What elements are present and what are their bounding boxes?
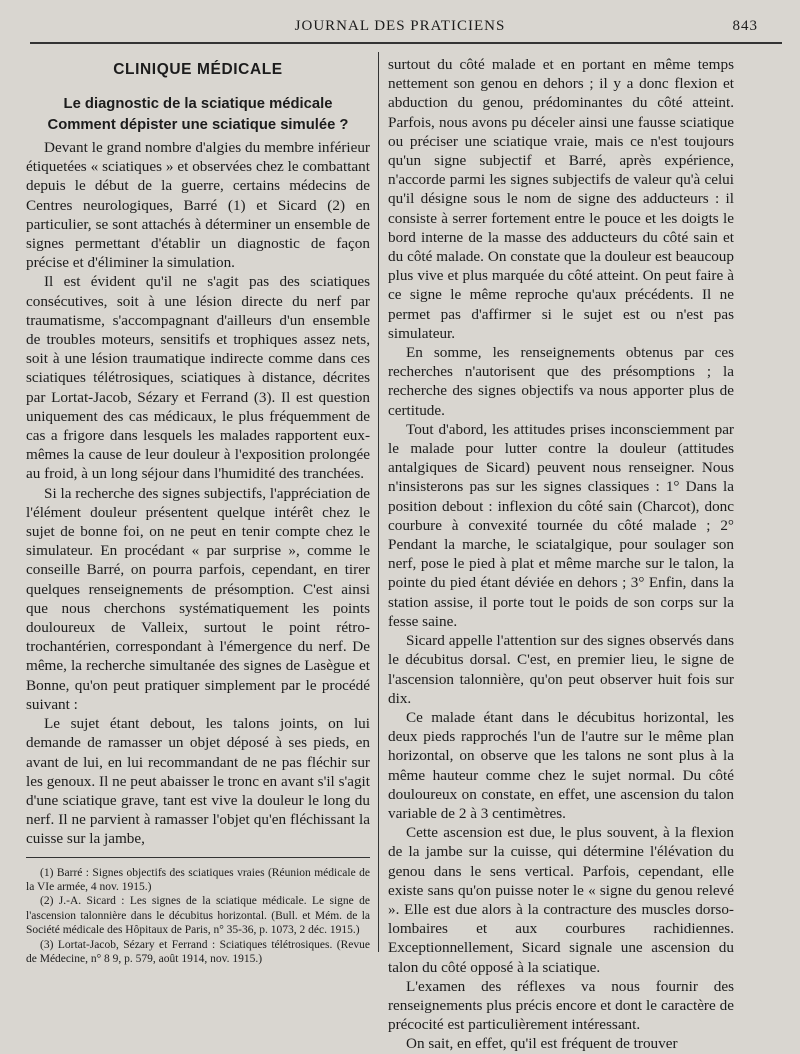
header-rule: [30, 42, 782, 44]
journal-title: JOURNAL DES PRATICIENS: [294, 18, 506, 34]
footnote: (3) Lortat-Jacob, Sézary et Ferrand : Sciatiques télétrosiques. (Revue de Médecine, n° 8 9, p. 579, août 1914, nov. 1915.): [26, 938, 370, 965]
paragraph: Devant le grand nombre d'algies du membre inférieur étiquetées « sciatiques » et observées chez le combattant depuis le début de la guerre, certains médecins de Centres neurologiques, Barré (1) et Sicard (2) en particulier, se sont attachés à déterminer un ensemble de signes permettant d'établir un diagnostic de façon précise et d'éliminer la simulation.: [26, 139, 370, 272]
paragraph: On sait, en effet, qu'il est fréquent de trouver: [406, 1035, 678, 1053]
paragraph: L'examen des réflexes va nous fournir des renseignements plus précis encore et dont le caractère de précocité est particulièrement intéressant.: [388, 977, 734, 1034]
right-column: [388, 55, 734, 1054]
column-divider: [378, 52, 379, 952]
paragraph: Cette ascension est due, le plus souvent, à la flexion de la jambe sur la cuisse, qui détermine l'élévation du genou dans le sens vertical. Parfois, cependant, elle existe sans qu'on puisse noter le « signe du genou relevé ». Elle est due alors à la contracture des muscles dorso-lombaires et aux courbures rachidiennes. Exceptionnellement, Sicard signale une ascension du talon du côté opposé à la sciatique.: [388, 824, 734, 976]
paragraph: Sicard appelle l'attention sur des signes observés dans le décubitus dorsal. C'est, en premier lieu, le signe de l'ascension talonnière, qu'on peut observer huit fois sur dix.: [388, 632, 734, 707]
paragraph: Le sujet étant debout, les talons joints, on lui demande de ramasser un objet déposé à ses pieds, en avant de lui, en lui recommandant de ne pas fléchir sur les genoux. Il ne peut abaisser le tronc en avant s'il s'agit d'une sciatique grave, tant est vive la douleur le long du nerf. Il ne parvient à ramasser l'objet qu'en fléchissant la cuisse sur la jambe,: [26, 715, 370, 848]
footnote-rule: [26, 857, 370, 858]
section-rubric: CLINIQUE MÉDICALE: [113, 61, 283, 78]
paragraph: En somme, les renseignements obtenus par ces recherches n'autorisent que des présomptions ; la recherche des signes objectifs va nous apporter plus de certitude.: [388, 344, 734, 419]
paragraph: Il est évident qu'il ne s'agit pas des sciatiques consécutives, soit à une lésion directe du nerf par traumatisme, s'accompagnant d'ailleurs d'un ensemble de troubles moteurs, sensitifs et trophiques assez nets, soit à une lésion traumatique indirecte comme dans ces sciatiques télétrosiques, sciatiques à distance, décrites par Lortat-Jacob, Sézary et Ferrand (3). Il est question uniquement des cas médicaux, le plus fréquemment de cas a frigore dans lesquels les malades rapportent eux-mêmes la cause de leur douleur à l'exposition prolongée au froid, à un long séjour dans l'humidité des tranchées.: [26, 273, 370, 483]
paragraph: surtout du côté malade et en portant en même temps nettement son genou en dehors ; il y a donc flexion et abduction du genou, prédominantes du côté atteint. Parfois, nous avons pu déceler ainsi une fausse sciatique ou préciser une sciatique vraie, mais ce n'est toujours qu'un signe subjectif et Barré, après expérience, n'accorde parmi les signes subjectifs de valeur qu'à celui qu'il désigne sous le nom de signe des adducteurs : il consiste à serrer fortement entre le pouce et les doigts le bord interne de la masse des adducteurs du côté sain et du côté malade. On constate que la douleur est beaucoup plus vive et plus marquée du côté atteint. On peut faire à ce signe le même reproche qu'aux précédents. Il ne permet pas d'affirmer si le sujet est ou n'est pas simulateur.: [388, 56, 734, 342]
page-number: 843: [732, 18, 758, 34]
paragraph: Si la recherche des signes subjectifs, l'appréciation de l'élément douleur présentent quelque intérêt chez le sujet de bonne foi, on ne peut en tenir compte chez le simulateur. En procédant « par surprise », comme le conseille Barré, on pourra parfois, cependant, en tirer quelques renseignements de présomption. C'est ainsi que nous cherchons systématiquement les points douloureux de Valleix, surtout le point rétro-trochantérien, correspondant à l'émergence du nerf. De même, la recherche simultanée des signes de Lasègue et Bonne, qu'on peut pratiquer simplement par le procédé suivant :: [26, 484, 370, 713]
running-head: [30, 18, 770, 40]
paragraph: Ce malade étant dans le décubitus horizontal, les deux pieds rapprochés l'un de l'autre sur le même plan horizontal, on observe que les talons ne sont plus à la même hauteur comme chez le sujet normal. Du côté douloureux on constate, en effet, une ascension du talon variable de 2 à 3 centimètres.: [388, 708, 734, 822]
left-column: [26, 55, 370, 966]
footnote: (2) J.-A. Sicard : Les signes de la sciatique médicale. Le signe de l'ascension talonnière dans le décubitus horizontal. (Bull. et Mém. de la Société médicale des Hôpitaux de Paris, n° 35-36, p. 1073, 2 déc. 1915.): [26, 895, 370, 937]
paragraph: Tout d'abord, les attitudes prises inconsciemment par le malade pour lutter contre la douleur (attitudes antalgiques de Sicard) peuvent nous renseigner. Nous n'insisterons pas sur les signes classiques : 1° Dans la position debout : inflexion du côté sain (Charcot), donc courbure à convexité tournée du côté malade ; 2° Pendant la marche, le sciatalgique, pour soulager son nerf, pose le pied à plat et même marche sur le talon, la pointe du pied étant déviée en dehors ; 3° Enfin, dans la station assise, il porte tout le poids de son corps sur la fesse saine.: [388, 420, 734, 630]
footnote: (1) Barré : Signes objectifs des sciatiques vraies (Réunion médicale de la VIe armée, 4 nov. 1915.): [26, 866, 370, 893]
article-title-line-2: Comment dépister une sciatique simulée ?: [47, 116, 349, 133]
article-title-line-1: Le diagnostic de la sciatique médicale: [63, 96, 333, 112]
